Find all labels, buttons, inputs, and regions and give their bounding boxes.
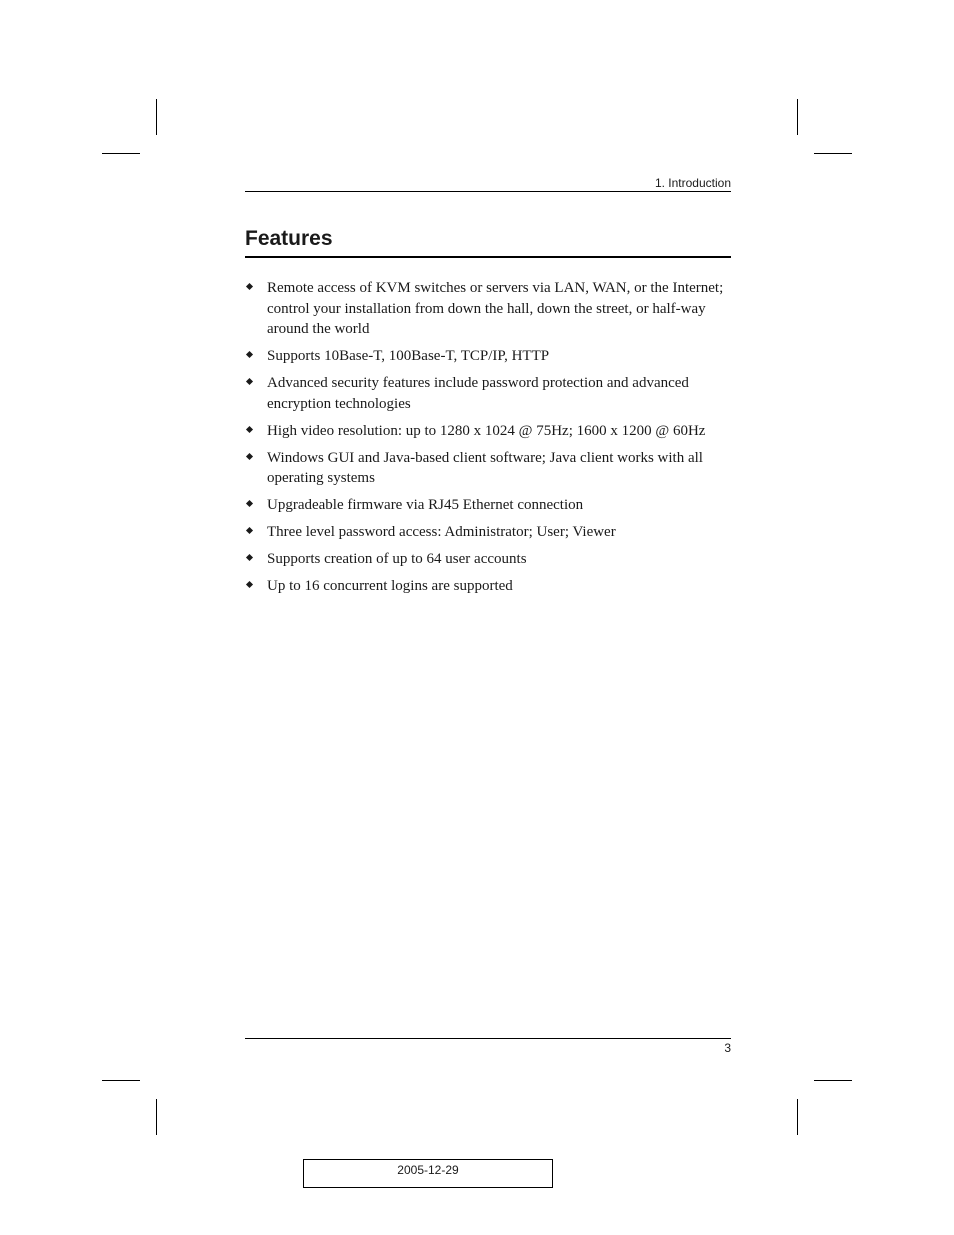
feature-list (245, 278, 731, 603)
section-title: Features (245, 227, 333, 250)
feature-text: Upgradeable firmware via RJ45 Ethernet connection (267, 497, 584, 513)
diamond-bullet-icon (246, 425, 253, 432)
diamond-bullet-icon (246, 283, 253, 290)
feature-text: Supports 10Base-T, 100Base-T, TCP/IP, HTTP (267, 348, 550, 364)
page-number: 3 (724, 1041, 731, 1055)
feature-item (245, 448, 731, 489)
feature-item (245, 549, 731, 570)
crop-mark-top-left-vertical (156, 99, 157, 135)
diamond-bullet-icon (246, 500, 253, 507)
feature-text: Advanced security features include password protection and advanced encryption technologies (267, 375, 689, 412)
feature-item (245, 576, 731, 597)
crop-mark-top-right-horizontal (814, 153, 852, 154)
feature-item (245, 522, 731, 543)
print-date-box: 2005-12-29 (303, 1159, 553, 1188)
feature-item (245, 278, 731, 340)
feature-item (245, 373, 731, 414)
feature-item (245, 495, 731, 516)
feature-text: Three level password access: Administrator; User; Viewer (267, 524, 616, 540)
running-head: 1. Introduction (654, 176, 731, 190)
crop-mark-bottom-right-vertical (797, 1099, 798, 1135)
title-rule (245, 256, 731, 258)
crop-mark-bottom-left-vertical (156, 1099, 157, 1135)
diamond-bullet-icon (246, 452, 253, 459)
feature-text: High video resolution: up to 1280 x 1024 @ 75Hz; 1600 x 1200 @ 60Hz (267, 422, 706, 439)
diamond-bullet-icon (246, 351, 253, 358)
diamond-bullet-icon (246, 581, 253, 588)
diamond-bullet-icon (246, 554, 253, 561)
header-rule (245, 191, 731, 192)
feature-text: Windows GUI and Java-based client software; Java client works with all operating systems (267, 449, 703, 486)
feature-text: Up to 16 concurrent logins are supported (267, 578, 513, 594)
diamond-bullet-icon (246, 527, 253, 534)
crop-mark-bottom-right-horizontal (814, 1080, 852, 1081)
crop-mark-top-left-horizontal (102, 153, 140, 154)
crop-mark-top-right-vertical (797, 99, 798, 135)
feature-item (245, 346, 731, 367)
diamond-bullet-icon (246, 378, 253, 385)
feature-item (245, 421, 731, 442)
footer-rule (245, 1038, 731, 1039)
feature-text: Supports creation of up to 64 user accounts (267, 551, 527, 567)
crop-mark-bottom-left-horizontal (102, 1080, 140, 1081)
feature-text: Remote access of KVM switches or servers via LAN, WAN, or the Internet; control your installation from down the hall, down the street, or half-way around the world (267, 280, 724, 337)
